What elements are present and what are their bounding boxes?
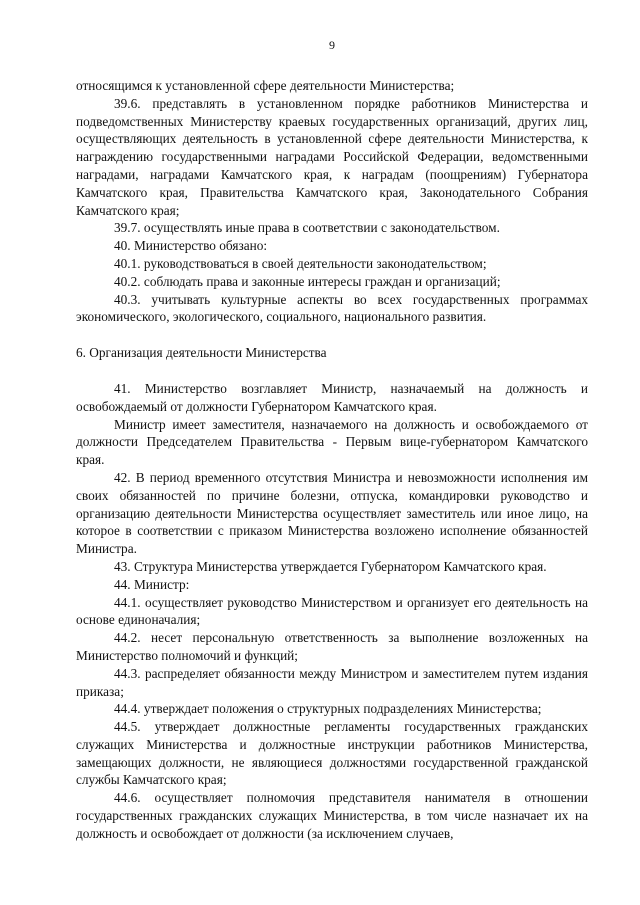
page-number: 9 xyxy=(329,38,335,52)
paragraph-41-deputy: Министр имеет заместителя, назначаемого на должность и освобождаемого от должности Председателем Правительства - Первым вице-губернатором Камчатского края. xyxy=(76,416,588,468)
paragraph-43: 43. Структура Министерства утверждается Губернатором Камчатского края. xyxy=(114,558,547,574)
paragraph-44-4: 44.4. утверждает положения о структурных подразделениях Министерства; xyxy=(114,701,542,717)
paragraph-40-3: 40.3. учитывать культурные аспекты во всех государственных программах экономического, экологического, социального, национального развития. xyxy=(76,291,588,325)
paragraph-44-3: 44.3. распределяет обязанности между Министром и заместителем путем издания приказа; xyxy=(76,665,588,699)
paragraph-continuation: относящимся к установленной сфере деятельности Министерства; xyxy=(76,78,455,93)
paragraph-44-6: 44.6. осуществляет полномочия представителя нанимателя в отношении государственных гражданских служащих Министерства, в том числе назначает их на должность и освобождает от должности (за исключением случаев, xyxy=(76,790,588,841)
paragraph-41: 41. Министерство возглавляет Министр, назначаемый на должность и освобождаемый от должности Губернатором Камчатского края. xyxy=(76,380,588,414)
paragraph-40-2: 40.2. соблюдать права и законные интересы граждан и организаций; xyxy=(114,273,501,289)
paragraph-44-5: 44.5. утверждает должностные регламенты государственных гражданских служащих Министерства и должностные инструкции работников Министерства, замещающих должности, не являющиеся должностями государственной гражданской службы Камчатского края; xyxy=(76,719,588,788)
paragraph-39-6: 39.6. представлять в установленном порядке работников Министерства и подведомственных Министерству краевых государственных организаций, других лиц, осуществляющих деятельность в установленной сфере деятельности Министерства, к награждению государственными наградами Российской Федерации, ведомственными наградами, наградами Камчатского края, к наградам (поощрениям) Губернатора Камчатского края, Правительства Камчатского края, Законодательного Собрания Камчатского края; xyxy=(76,95,588,218)
paragraph-44-1: 44.1. осуществляет руководство Министерством и организует его деятельность на основе единоначалия; xyxy=(76,594,588,628)
paragraph-44-2: 44.2. несет персональную ответственность за выполнение возложенных на Министерство полномочий и функций; xyxy=(76,630,588,663)
document-body xyxy=(76,77,588,843)
paragraph-39-7: 39.7. осуществлять иные права в соответствии с законодательством. xyxy=(114,220,500,236)
section-heading: 6. Организация деятельности Министерства xyxy=(76,345,327,361)
paragraph-42: 42. В период временного отсутствия Министра и невозможности исполнения им своих обязанностей по причине болезни, отпуска, командировки руководство и организацию деятельности Министерства осуществляет заместитель или иное лицо, на которое в соответствии с приказом Министерства возложено исполнение обязанностей Министра. xyxy=(76,469,588,557)
paragraph-40-1: 40.1. руководствоваться в своей деятельности законодательством; xyxy=(114,255,487,271)
paragraph-44: 44. Министр: xyxy=(114,576,190,592)
paragraph-40: 40. Министерство обязано: xyxy=(114,238,268,254)
